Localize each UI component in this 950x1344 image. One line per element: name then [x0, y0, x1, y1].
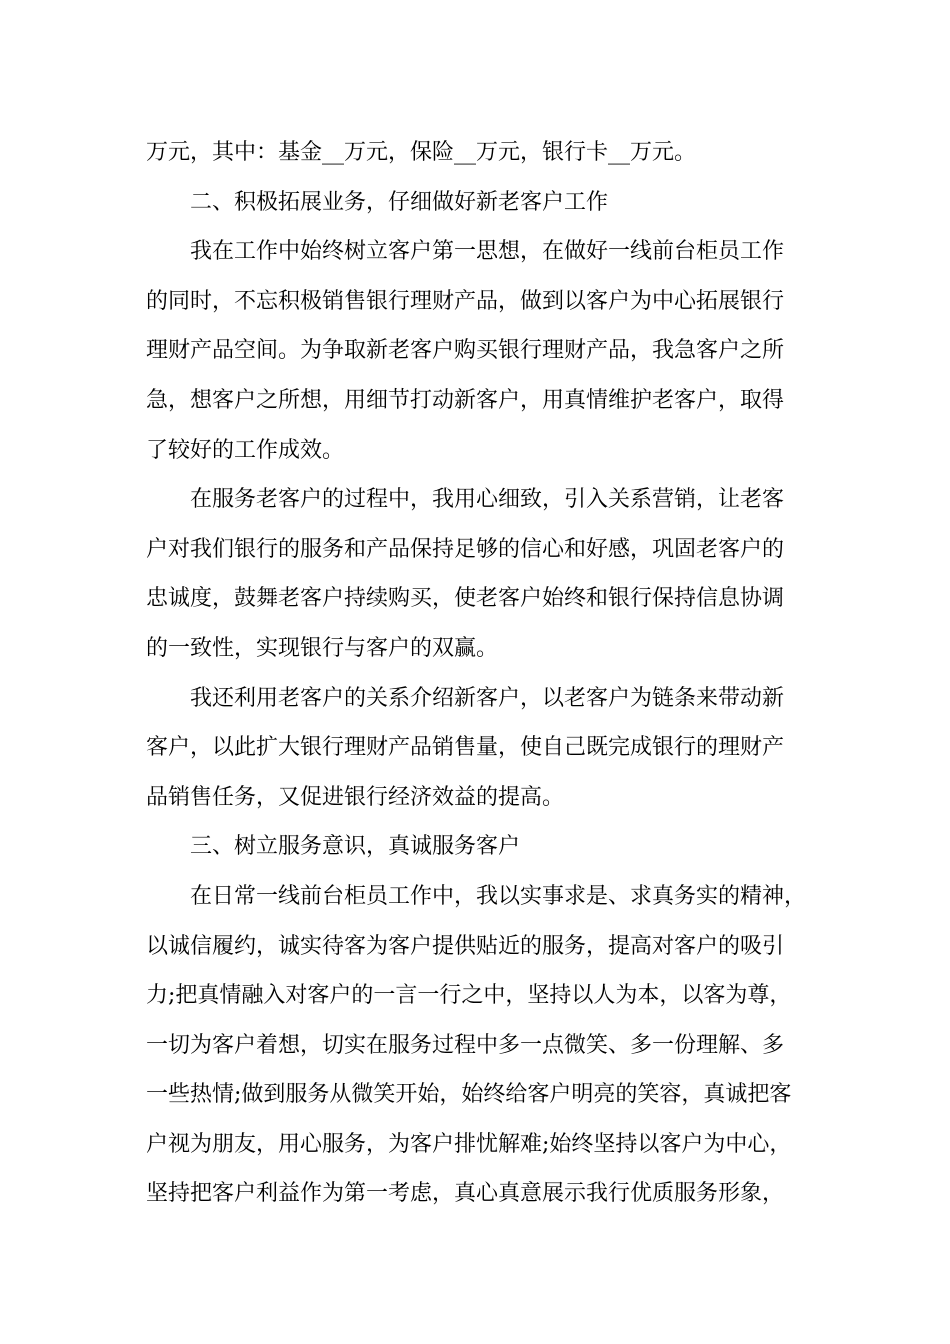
paragraph-first-line: 在服务老客户的过程中，我用心细致，引入关系营销，让老客: [190, 487, 785, 513]
paragraph-line: 户视为朋友，用心服务，为客户排忧解难;始终坚持以客户为中心，: [146, 1131, 792, 1157]
paragraph-line: 一些热情;做到服务从微笑开始，始终给客户明亮的笑容，真诚把客: [146, 1082, 792, 1108]
paragraph-first-line: 二、积极拓展业务，仔细做好新老客户工作: [190, 189, 609, 215]
paragraph-line: 品销售任务，又促进银行经济效益的提高。: [146, 784, 565, 810]
paragraph-line: 急，想客户之所想，用细节打动新客户，用真情维护老客户，取得: [146, 387, 785, 413]
paragraph-line: 一切为客户着想，切实在服务过程中多一点微笑、多一份理解、多: [146, 1032, 785, 1058]
paragraph-line: 忠诚度，鼓舞老客户持续购买，使老客户始终和银行保持信息协调: [146, 586, 785, 612]
paragraph-first-line: 三、树立服务意识，真诚服务客户: [190, 834, 521, 860]
paragraph-line: 坚持把客户利益作为第一考虑，真心真意展示我行优质服务形象，: [146, 1181, 785, 1207]
paragraph-line: 户对我们银行的服务和产品保持足够的信心和好感，巩固老客户的: [146, 536, 785, 562]
paragraph-line: 万元，其中：基金__万元，保险__万元，银行卡__万元。: [146, 140, 697, 165]
paragraph-line: 了较好的工作成效。: [146, 437, 345, 463]
paragraph-line: 以诚信履约，诚实待客为客户提供贴近的服务，提高对客户的吸引: [146, 933, 785, 959]
paragraph-line: 力;把真情融入对客户的一言一行之中，坚持以人为本，以客为尊，: [146, 983, 792, 1009]
paragraph-line: 客户，以此扩大银行理财产品销售量，使自己既完成银行的理财产: [146, 735, 785, 761]
document-body: [146, 128, 826, 1219]
paragraph-line: 的一致性，实现银行与客户的双赢。: [146, 635, 499, 661]
paragraph-first-line: 我还利用老客户的关系介绍新客户，以老客户为链条来带动新: [190, 685, 785, 711]
paragraph-first-line: 我在工作中始终树立客户第一思想，在做好一线前台柜员工作: [190, 239, 785, 265]
paragraph-line: 理财产品空间。为争取新老客户购买银行理财产品，我急客户之所: [146, 338, 785, 364]
paragraph-first-line: 在日常一线前台柜员工作中，我以实事求是、求真务实的精神，: [190, 883, 807, 909]
paragraph-line: 的同时，不忘积极销售银行理财产品，做到以客户为中心拓展银行: [146, 288, 785, 314]
